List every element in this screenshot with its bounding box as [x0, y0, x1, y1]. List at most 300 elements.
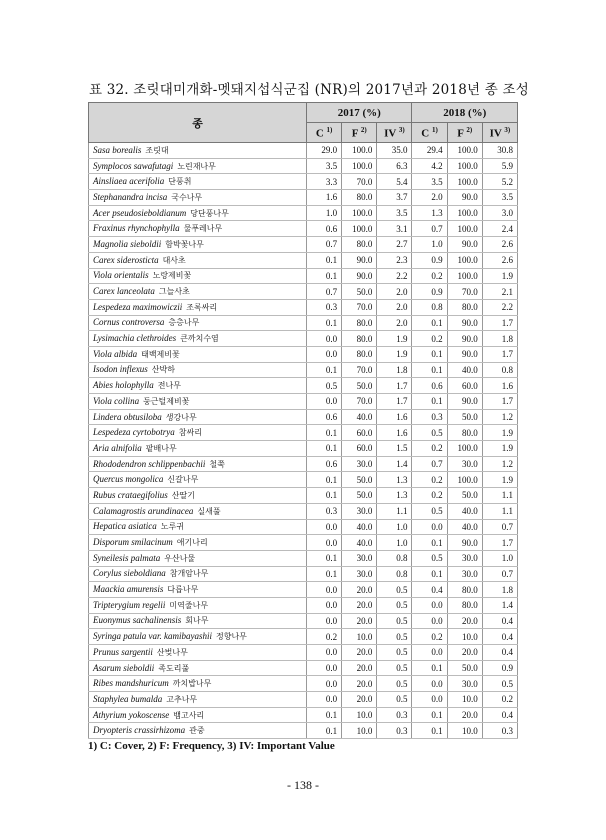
table-row — [89, 692, 518, 708]
value-cover-2018: 0.1 — [412, 723, 447, 739]
korean-name: 단풍취 — [168, 177, 192, 187]
value-cover-2017: 0.1 — [307, 362, 342, 378]
value-frequency-2017: 80.0 — [342, 190, 377, 206]
korean-name: 그늘사초 — [158, 287, 190, 297]
value-cover-2017: 0.0 — [307, 519, 342, 535]
value-iv-2018: 0.4 — [482, 707, 517, 723]
value-frequency-2017: 20.0 — [342, 645, 377, 661]
value-frequency-2018: 50.0 — [447, 409, 482, 425]
value-cover-2017: 0.0 — [307, 613, 342, 629]
value-frequency-2017: 10.0 — [342, 629, 377, 645]
value-cover-2018: 2.0 — [412, 190, 447, 206]
species-cell — [89, 299, 307, 315]
value-frequency-2018: 100.0 — [447, 221, 482, 237]
table-row — [89, 629, 518, 645]
value-frequency-2018: 50.0 — [447, 488, 482, 504]
species-cell — [89, 503, 307, 519]
value-cover-2017: 1.6 — [307, 190, 342, 206]
subheader-label: F — [351, 127, 359, 140]
value-iv-2017: 0.3 — [377, 723, 412, 739]
table-row — [89, 488, 518, 504]
value-iv-2017: 1.9 — [377, 346, 412, 362]
korean-name: 둥근털제비꽃 — [143, 396, 190, 406]
value-cover-2017: 3.3 — [307, 174, 342, 190]
table-row — [89, 456, 518, 472]
value-cover-2018: 0.2 — [412, 472, 447, 488]
value-iv-2017: 1.1 — [377, 503, 412, 519]
value-cover-2018: 0.0 — [412, 676, 447, 692]
korean-name: 큰까치수염 — [180, 334, 219, 344]
value-frequency-2018: 80.0 — [447, 425, 482, 441]
korean-name: 생강나무 — [165, 412, 197, 422]
korean-name: 회나무 — [185, 616, 209, 626]
value-iv-2018: 1.8 — [482, 582, 517, 598]
value-frequency-2018: 60.0 — [447, 378, 482, 394]
value-frequency-2017: 10.0 — [342, 707, 377, 723]
scientific-name: Maackia amurensis — [93, 584, 164, 595]
value-cover-2017: 0.0 — [307, 660, 342, 676]
scientific-name: Asarum sieboldii — [93, 662, 155, 673]
scientific-name: Viola orientalis — [93, 270, 149, 281]
table-row — [89, 299, 518, 315]
value-iv-2018: 1.1 — [482, 503, 517, 519]
korean-name: 노랑제비꽃 — [152, 271, 192, 281]
value-cover-2017: 1.0 — [307, 205, 342, 221]
page-number: - 138 - — [287, 778, 319, 792]
table-row — [89, 143, 518, 159]
species-cell — [89, 315, 307, 331]
value-iv-2017: 1.9 — [377, 331, 412, 347]
value-frequency-2017: 40.0 — [342, 535, 377, 551]
value-frequency-2017: 80.0 — [342, 237, 377, 253]
subheader-cover-2017 — [307, 123, 342, 143]
value-frequency-2018: 80.0 — [447, 597, 482, 613]
scientific-name: Dryopteris crassirhizoma — [93, 725, 186, 736]
scientific-name: Lysimachia clethroides — [93, 333, 177, 344]
table-row — [89, 597, 518, 613]
species-cell — [89, 284, 307, 300]
species-cell — [89, 550, 307, 566]
value-cover-2017: 0.1 — [307, 441, 342, 457]
species-cell — [89, 707, 307, 723]
table-row — [89, 174, 518, 190]
value-iv-2017: 1.3 — [377, 488, 412, 504]
value-iv-2018: 0.7 — [482, 566, 517, 582]
korean-name: 참개암나무 — [169, 569, 209, 579]
value-cover-2017: 0.1 — [307, 425, 342, 441]
value-frequency-2017: 80.0 — [342, 331, 377, 347]
value-frequency-2017: 90.0 — [342, 268, 377, 284]
species-column-header: 종 — [89, 103, 307, 143]
value-iv-2018: 1.7 — [482, 535, 517, 551]
table-row — [89, 441, 518, 457]
value-iv-2017: 0.5 — [377, 582, 412, 598]
value-frequency-2017: 20.0 — [342, 692, 377, 708]
korean-name: 뱀고사리 — [173, 710, 205, 720]
korean-name: 전나무 — [157, 381, 181, 391]
subheader-frequency-2017 — [342, 123, 377, 143]
korean-name: 산박하 — [151, 365, 175, 375]
scientific-name: Viola collina — [93, 395, 140, 406]
scientific-name: Athyrium yokoscense — [93, 709, 170, 720]
value-iv-2018: 1.7 — [482, 315, 517, 331]
value-iv-2017: 35.0 — [377, 143, 412, 159]
species-cell — [89, 143, 307, 159]
scientific-name: Magnolia sieboldii — [93, 238, 162, 249]
value-iv-2017: 5.4 — [377, 174, 412, 190]
value-cover-2017: 0.7 — [307, 237, 342, 253]
value-cover-2018: 0.2 — [412, 441, 447, 457]
species-cell — [89, 676, 307, 692]
value-cover-2017: 0.1 — [307, 488, 342, 504]
species-cell — [89, 441, 307, 457]
value-frequency-2017: 50.0 — [342, 378, 377, 394]
value-frequency-2017: 70.0 — [342, 394, 377, 410]
value-frequency-2017: 50.0 — [342, 284, 377, 300]
value-frequency-2017: 80.0 — [342, 346, 377, 362]
value-frequency-2018: 100.0 — [447, 252, 482, 268]
value-cover-2017: 0.0 — [307, 597, 342, 613]
korean-name: 애기나리 — [176, 538, 208, 548]
value-iv-2018: 2.2 — [482, 299, 517, 315]
species-cell — [89, 582, 307, 598]
value-iv-2017: 1.7 — [377, 394, 412, 410]
value-iv-2018: 0.5 — [482, 676, 517, 692]
korean-name: 다릅나무 — [167, 585, 199, 595]
value-frequency-2018: 100.0 — [447, 441, 482, 457]
value-cover-2017: 0.6 — [307, 221, 342, 237]
table-row — [89, 394, 518, 410]
subheader-iv-2017 — [377, 123, 412, 143]
value-iv-2017: 2.0 — [377, 299, 412, 315]
value-iv-2018: 0.8 — [482, 362, 517, 378]
value-frequency-2017: 40.0 — [342, 519, 377, 535]
scientific-name: Acer pseudosieboldianum — [93, 207, 187, 218]
scientific-name: Aria alnifolia — [93, 442, 142, 453]
value-frequency-2017: 30.0 — [342, 503, 377, 519]
value-iv-2018: 0.4 — [482, 629, 517, 645]
scientific-name: Viola albida — [93, 348, 138, 359]
table-footnote: 1) C: Cover, 2) F: Frequency, 3) IV: Important Value — [88, 740, 335, 752]
value-iv-2017: 0.5 — [377, 692, 412, 708]
value-iv-2018: 1.9 — [482, 268, 517, 284]
value-frequency-2018: 10.0 — [447, 723, 482, 739]
year-2017-header: 2017 (%) — [307, 103, 412, 123]
value-cover-2018: 0.2 — [412, 268, 447, 284]
value-iv-2018: 1.9 — [482, 472, 517, 488]
value-cover-2018: 0.2 — [412, 331, 447, 347]
value-cover-2018: 0.2 — [412, 629, 447, 645]
species-cell — [89, 190, 307, 206]
subheader-label: IV — [384, 127, 397, 140]
value-iv-2017: 0.5 — [377, 660, 412, 676]
table-row — [89, 723, 518, 739]
korean-name: 정향나무 — [216, 632, 247, 642]
scientific-name: Euonymus sachalinensis — [93, 615, 182, 626]
scientific-name: Carex siderosticta — [93, 254, 159, 265]
value-frequency-2017: 70.0 — [342, 174, 377, 190]
value-cover-2017: 0.0 — [307, 535, 342, 551]
species-cell — [89, 158, 307, 174]
value-frequency-2018: 30.0 — [447, 566, 482, 582]
value-iv-2018: 1.9 — [482, 441, 517, 457]
value-frequency-2018: 90.0 — [447, 190, 482, 206]
value-frequency-2017: 70.0 — [342, 299, 377, 315]
value-frequency-2017: 100.0 — [342, 221, 377, 237]
value-cover-2017: 0.6 — [307, 456, 342, 472]
korean-name: 관중 — [189, 726, 205, 736]
value-cover-2017: 0.5 — [307, 378, 342, 394]
species-cell — [89, 378, 307, 394]
footnote-ref: 2) — [466, 125, 473, 134]
subheader-label: IV — [489, 127, 502, 140]
value-iv-2017: 0.8 — [377, 566, 412, 582]
value-iv-2017: 0.8 — [377, 550, 412, 566]
value-frequency-2017: 10.0 — [342, 723, 377, 739]
value-frequency-2018: 20.0 — [447, 613, 482, 629]
scientific-name: Rubus crataegifolius — [93, 489, 168, 500]
table-row — [89, 221, 518, 237]
value-iv-2018: 0.4 — [482, 645, 517, 661]
table-row — [89, 472, 518, 488]
value-iv-2018: 2.6 — [482, 237, 517, 253]
value-iv-2018: 1.6 — [482, 378, 517, 394]
value-frequency-2017: 20.0 — [342, 582, 377, 598]
table-row — [89, 519, 518, 535]
korean-name: 노린재나무 — [177, 161, 216, 171]
species-cell — [89, 221, 307, 237]
value-iv-2018: 2.4 — [482, 221, 517, 237]
value-iv-2017: 0.5 — [377, 613, 412, 629]
scientific-name: Staphylea bumalda — [93, 693, 163, 704]
value-cover-2017: 0.3 — [307, 503, 342, 519]
value-frequency-2018: 70.0 — [447, 284, 482, 300]
value-frequency-2018: 90.0 — [447, 535, 482, 551]
species-cell — [89, 362, 307, 378]
value-iv-2018: 1.4 — [482, 597, 517, 613]
value-cover-2017: 0.1 — [307, 707, 342, 723]
value-frequency-2018: 100.0 — [447, 158, 482, 174]
korean-name: 고추나무 — [166, 694, 198, 704]
value-cover-2017: 0.1 — [307, 472, 342, 488]
value-cover-2017: 0.1 — [307, 268, 342, 284]
value-frequency-2018: 40.0 — [447, 362, 482, 378]
value-cover-2018: 0.1 — [412, 660, 447, 676]
scientific-name: Calamagrostis arundinacea — [93, 505, 194, 516]
value-cover-2017: 0.6 — [307, 409, 342, 425]
korean-name: 팥배나무 — [145, 443, 177, 453]
value-iv-2017: 1.0 — [377, 519, 412, 535]
scientific-name: Ainsliaea acerifolia — [93, 176, 165, 187]
scientific-name: Isodon inflexus — [93, 364, 148, 375]
value-frequency-2018: 100.0 — [447, 174, 482, 190]
subheader-label: C — [315, 127, 324, 140]
table-row — [89, 645, 518, 661]
value-frequency-2018: 100.0 — [447, 143, 482, 159]
value-cover-2018: 0.7 — [412, 221, 447, 237]
table-row — [89, 566, 518, 582]
value-frequency-2018: 90.0 — [447, 331, 482, 347]
value-frequency-2018: 20.0 — [447, 645, 482, 661]
value-iv-2018: 0.3 — [482, 723, 517, 739]
value-iv-2017: 1.6 — [377, 409, 412, 425]
korean-name: 국수나무 — [171, 192, 203, 202]
species-cell — [89, 346, 307, 362]
table-row — [89, 409, 518, 425]
table-row — [89, 535, 518, 551]
table-row — [89, 315, 518, 331]
value-cover-2018: 0.4 — [412, 582, 447, 598]
korean-name: 물푸레나무 — [183, 224, 223, 234]
value-cover-2018: 0.0 — [412, 645, 447, 661]
value-cover-2017: 0.0 — [307, 692, 342, 708]
year-2018-header: 2018 (%) — [412, 103, 518, 123]
value-cover-2018: 0.7 — [412, 456, 447, 472]
value-iv-2018: 0.9 — [482, 660, 517, 676]
value-iv-2017: 1.3 — [377, 472, 412, 488]
species-cell — [89, 660, 307, 676]
value-frequency-2018: 40.0 — [447, 519, 482, 535]
value-frequency-2017: 100.0 — [342, 143, 377, 159]
value-frequency-2017: 20.0 — [342, 676, 377, 692]
table-row — [89, 362, 518, 378]
table-row — [89, 158, 518, 174]
species-cell — [89, 535, 307, 551]
value-iv-2018: 5.9 — [482, 158, 517, 174]
value-iv-2017: 2.0 — [377, 284, 412, 300]
species-composition-table — [88, 102, 518, 739]
value-cover-2017: 0.1 — [307, 566, 342, 582]
value-cover-2018: 4.2 — [412, 158, 447, 174]
value-iv-2017: 3.5 — [377, 205, 412, 221]
korean-name: 족도리풀 — [158, 663, 190, 673]
footnote-ref: 1) — [431, 125, 438, 134]
value-iv-2017: 1.6 — [377, 425, 412, 441]
scientific-name: Rhododendron schlippenbachii — [93, 458, 206, 469]
species-cell — [89, 174, 307, 190]
value-frequency-2017: 60.0 — [342, 425, 377, 441]
scientific-name: Lespedeza cyrtobotrya — [93, 427, 175, 438]
table-row — [89, 237, 518, 253]
value-frequency-2017: 20.0 — [342, 660, 377, 676]
value-frequency-2018: 90.0 — [447, 394, 482, 410]
subheader-frequency-2018 — [447, 123, 482, 143]
value-frequency-2018: 80.0 — [447, 299, 482, 315]
scientific-name: Disporum smilacinum — [93, 537, 173, 548]
value-iv-2018: 2.1 — [482, 284, 517, 300]
value-cover-2018: 0.9 — [412, 252, 447, 268]
value-frequency-2017: 30.0 — [342, 566, 377, 582]
value-frequency-2018: 30.0 — [447, 456, 482, 472]
value-iv-2017: 0.5 — [377, 676, 412, 692]
korean-name: 신갈나무 — [167, 475, 199, 485]
scientific-name: Stephanandra incisa — [93, 191, 168, 202]
value-frequency-2017: 50.0 — [342, 488, 377, 504]
value-frequency-2017: 30.0 — [342, 456, 377, 472]
value-frequency-2018: 90.0 — [447, 346, 482, 362]
scientific-name: Cornus controversa — [93, 317, 165, 328]
table-row — [89, 331, 518, 347]
subheader-label: C — [421, 127, 430, 140]
value-cover-2018: 0.0 — [412, 613, 447, 629]
value-frequency-2018: 100.0 — [447, 472, 482, 488]
korean-name: 산딸기 — [171, 490, 195, 500]
table-row — [89, 190, 518, 206]
species-cell — [89, 331, 307, 347]
value-iv-2018: 2.6 — [482, 252, 517, 268]
value-cover-2018: 0.9 — [412, 284, 447, 300]
value-frequency-2018: 100.0 — [447, 268, 482, 284]
value-frequency-2017: 100.0 — [342, 205, 377, 221]
value-iv-2017: 0.5 — [377, 629, 412, 645]
value-frequency-2017: 40.0 — [342, 409, 377, 425]
value-iv-2018: 1.7 — [482, 394, 517, 410]
korean-name: 산벚나무 — [156, 647, 188, 657]
value-frequency-2018: 40.0 — [447, 503, 482, 519]
korean-name: 함박꽃나무 — [165, 239, 204, 249]
table-row — [89, 252, 518, 268]
table-row — [89, 346, 518, 362]
value-cover-2018: 0.1 — [412, 346, 447, 362]
value-iv-2017: 0.3 — [377, 707, 412, 723]
value-iv-2018: 5.2 — [482, 174, 517, 190]
value-cover-2018: 0.2 — [412, 488, 447, 504]
scientific-name: Symplocos sawafutagi — [93, 160, 174, 171]
value-cover-2018: 0.0 — [412, 519, 447, 535]
footnote-ref: 1) — [326, 125, 333, 134]
value-cover-2018: 0.1 — [412, 535, 447, 551]
korean-name: 노루귀 — [160, 522, 184, 532]
value-iv-2018: 1.2 — [482, 456, 517, 472]
value-iv-2018: 0.2 — [482, 692, 517, 708]
value-cover-2017: 3.5 — [307, 158, 342, 174]
subheader-label: F — [457, 127, 464, 140]
scientific-name: Sasa borealis — [93, 144, 142, 155]
scientific-name: Fraxinus rhynchophylla — [93, 223, 180, 234]
value-iv-2017: 2.7 — [377, 237, 412, 253]
scientific-name: Syneilesis palmata — [93, 552, 161, 563]
value-cover-2018: 0.6 — [412, 378, 447, 394]
species-cell — [89, 723, 307, 739]
value-frequency-2018: 30.0 — [447, 550, 482, 566]
value-cover-2017: 29.0 — [307, 143, 342, 159]
species-cell — [89, 645, 307, 661]
value-frequency-2018: 10.0 — [447, 629, 482, 645]
value-frequency-2018: 90.0 — [447, 315, 482, 331]
scientific-name: Ribes mandshuricum — [93, 678, 169, 689]
scientific-name: Corylus sieboldiana — [93, 568, 166, 579]
korean-name: 참싸리 — [178, 428, 202, 438]
value-frequency-2018: 30.0 — [447, 676, 482, 692]
species-cell — [89, 456, 307, 472]
value-frequency-2018: 100.0 — [447, 205, 482, 221]
value-frequency-2017: 20.0 — [342, 597, 377, 613]
value-cover-2017: 0.0 — [307, 331, 342, 347]
table-row — [89, 613, 518, 629]
table-row — [89, 660, 518, 676]
value-iv-2017: 1.5 — [377, 441, 412, 457]
subheader-cover-2018 — [412, 123, 447, 143]
value-cover-2017: 0.0 — [307, 676, 342, 692]
footnote-ref: 3) — [398, 125, 405, 134]
value-cover-2017: 0.7 — [307, 284, 342, 300]
value-iv-2017: 6.3 — [377, 158, 412, 174]
value-iv-2017: 3.1 — [377, 221, 412, 237]
value-iv-2017: 0.5 — [377, 597, 412, 613]
species-cell — [89, 205, 307, 221]
table-row — [89, 503, 518, 519]
species-cell — [89, 613, 307, 629]
